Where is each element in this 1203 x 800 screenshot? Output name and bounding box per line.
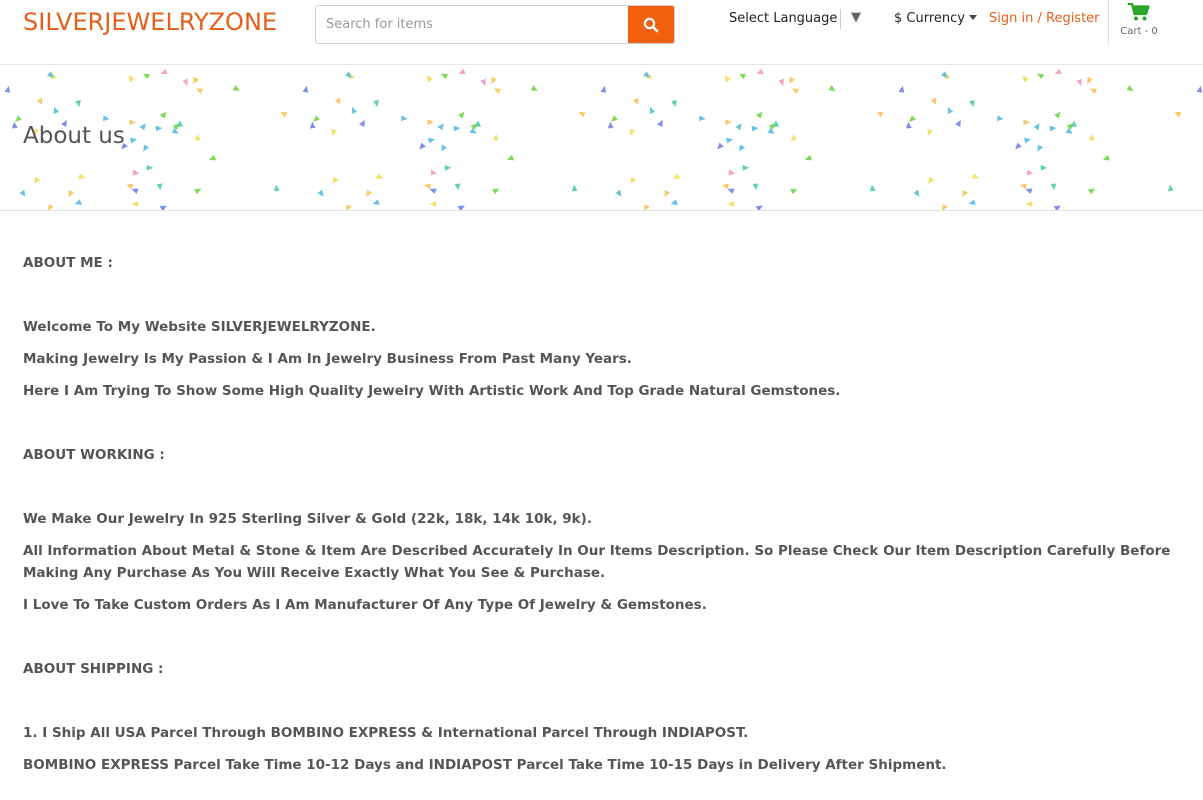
confetti-piece <box>1087 186 1096 195</box>
auth-links <box>989 11 1100 26</box>
confetti-background <box>0 65 1203 211</box>
confetti-piece <box>313 115 321 123</box>
section-heading-about-shipping: ABOUT SHIPPING : <box>23 661 164 677</box>
confetti-piece <box>68 190 75 197</box>
confetti-piece <box>789 186 798 195</box>
confetti-piece <box>143 73 150 79</box>
confetti-piece <box>15 115 23 123</box>
confetti-piece <box>1026 188 1034 195</box>
confetti-piece <box>271 185 280 194</box>
select-language[interactable]: Select Language <box>729 11 838 26</box>
confetti-piece <box>805 154 814 163</box>
language-divider <box>840 9 841 29</box>
confetti-piece <box>469 128 476 134</box>
confetti-piece <box>615 188 624 196</box>
confetti-piece <box>1020 75 1029 83</box>
confetti-piece <box>628 127 636 136</box>
confetti-piece <box>349 107 358 116</box>
page-title: About us <box>23 123 125 149</box>
paragraph: Here I Am Trying To Show Some High Quality Jewelry With Artistic Work And Top Grade Natural Gemstones. <box>23 383 841 399</box>
confetti-piece <box>1015 142 1022 150</box>
confetti-piece <box>153 123 162 132</box>
confetti-piece <box>196 88 203 95</box>
confetti-piece <box>754 203 763 211</box>
confetti-piece <box>144 163 153 172</box>
paragraph: 1. I Ship All USA Parcel Through BOMBINO EXPRESS & International Parcel Through INDIAPOST. <box>23 725 749 741</box>
confetti-piece <box>962 190 969 197</box>
confetti-piece <box>139 123 145 130</box>
confetti-piece <box>945 107 954 116</box>
confetti-piece <box>903 122 912 131</box>
currency-label: $ Currency <box>894 11 965 26</box>
confetti-piece <box>280 111 287 117</box>
confetti-piece <box>373 199 382 208</box>
confetti-piece <box>913 188 922 196</box>
confetti-piece <box>1087 134 1095 143</box>
confetti-piece <box>1050 181 1059 190</box>
confetti-piece <box>317 188 326 196</box>
confetti-piece <box>969 199 978 208</box>
site-logo[interactable]: SILVERJEWELRYZONE <box>23 8 278 36</box>
confetti-piece <box>334 96 343 105</box>
confetti-piece <box>9 122 18 131</box>
confetti-piece <box>1025 168 1034 176</box>
confetti-piece <box>3 86 11 95</box>
confetti-piece <box>19 188 28 196</box>
confetti-piece <box>739 144 745 151</box>
confetti-piece <box>664 190 671 197</box>
confetti-piece <box>158 203 167 211</box>
paragraph: Welcome To My Website SILVERJEWELRYZONE. <box>23 319 376 335</box>
confetti-piece <box>372 98 381 107</box>
confetti-piece <box>48 204 55 211</box>
confetti-piece <box>630 177 637 184</box>
confetti-piece <box>160 111 167 119</box>
confetti-piece <box>605 122 614 131</box>
confetti-piece <box>740 163 749 172</box>
confetti-piece <box>1103 154 1112 163</box>
confetti-piece <box>722 75 731 83</box>
section-heading-about-working: ABOUT WORKING : <box>23 447 165 463</box>
search-bar <box>315 5 675 44</box>
confetti-piece <box>437 123 443 130</box>
confetti-piece <box>441 73 448 79</box>
confetti-piece <box>632 96 641 105</box>
confetti-piece <box>346 204 353 211</box>
confetti-piece <box>127 117 136 126</box>
confetti-piece <box>728 188 736 195</box>
confetti-piece <box>101 114 110 123</box>
confetti-piece <box>1037 144 1043 151</box>
confetti-piece <box>928 177 935 184</box>
confetti-piece <box>756 68 765 77</box>
confetti-piece <box>375 173 383 180</box>
confetti-piece <box>778 77 787 86</box>
confetti-piece <box>1038 163 1047 172</box>
confetti-piece <box>1037 73 1044 79</box>
confetti-piece <box>727 168 736 176</box>
cart-icon <box>1127 2 1151 22</box>
confetti-piece <box>926 127 934 136</box>
confetti-piece <box>34 177 41 184</box>
confetti-piece <box>867 185 876 194</box>
confetti-piece <box>644 204 651 211</box>
confetti-piece <box>458 68 467 77</box>
confetti-piece <box>507 154 516 163</box>
confetti-piece <box>491 134 499 143</box>
language-dropdown-arrow[interactable]: ▼ <box>851 10 861 25</box>
confetti-piece <box>131 168 140 176</box>
confetti-piece <box>301 86 309 95</box>
confetti-piece <box>531 85 538 91</box>
confetti-piece <box>494 88 501 95</box>
confetti-piece <box>132 188 140 195</box>
confetti-piece <box>359 120 366 127</box>
confetti-piece <box>1052 203 1061 211</box>
confetti-piece <box>456 203 465 211</box>
paragraph: We Make Our Jewelry In 925 Sterling Silver & Gold (22k, 18k, 14k 10k, 9k). <box>23 511 592 527</box>
confetti-piece <box>673 173 681 180</box>
auth-separator: / <box>1033 11 1046 26</box>
confetti-piece <box>1065 128 1072 134</box>
confetti-piece <box>419 142 426 150</box>
cart-divider <box>1108 0 1109 44</box>
confetti-piece <box>442 163 451 172</box>
confetti-piece <box>739 73 746 79</box>
confetti-piece <box>128 135 137 144</box>
confetti-piece <box>193 134 201 143</box>
confetti-piece <box>307 122 316 131</box>
confetti-piece <box>458 111 465 119</box>
paragraph: All Information About Metal & Stone & Item Are Described Accurately In Our Items Description. So Please Check Our Item Description Carefully Before Making Any Purchase As You Will Receive Exactly What You See & Purchase. <box>23 543 1171 581</box>
confetti-piece <box>569 185 578 194</box>
confetti-piece <box>491 186 500 195</box>
confetti-piece <box>193 186 202 195</box>
confetti-piece <box>36 96 45 105</box>
confetti-piece <box>749 123 758 132</box>
confetti-piece <box>995 114 1004 123</box>
confetti-piece <box>955 120 962 127</box>
confetti-piece <box>1047 123 1056 132</box>
confetti-piece <box>430 188 438 195</box>
section-heading-about-me: ABOUT ME : <box>23 255 113 271</box>
confetti-piece <box>77 173 85 180</box>
confetti-piece <box>330 127 338 136</box>
confetti-piece <box>1026 200 1035 209</box>
confetti-piece <box>829 85 836 91</box>
confetti-piece <box>789 76 796 83</box>
confetti-piece <box>671 199 680 208</box>
sign-in-link[interactable]: Sign in <box>989 11 1034 26</box>
about-content <box>23 252 1183 786</box>
confetti-piece <box>1127 85 1134 91</box>
confetti-piece <box>480 77 489 86</box>
confetti-piece <box>1021 117 1030 126</box>
confetti-piece <box>1054 111 1061 119</box>
confetti-piece <box>717 142 724 150</box>
confetti-piece <box>491 76 498 83</box>
confetti-piece <box>724 135 733 144</box>
confetti-piece <box>968 98 977 107</box>
confetti-piece <box>126 75 135 83</box>
currency-selector[interactable] <box>894 11 977 26</box>
confetti-piece <box>75 199 84 208</box>
confetti-piece <box>767 128 774 134</box>
confetti-piece <box>599 86 607 95</box>
confetti-piece <box>143 144 149 151</box>
caret-down-icon <box>969 15 977 20</box>
confetti-piece <box>1022 135 1031 144</box>
confetti-piece <box>441 144 447 151</box>
confetti-piece <box>1033 123 1039 130</box>
cart-count-label: Cart - 0 <box>1120 26 1158 37</box>
confetti-piece <box>578 111 585 117</box>
search-input[interactable] <box>316 6 629 43</box>
confetti-piece <box>792 88 799 95</box>
confetti-piece <box>451 123 460 132</box>
confetti-piece <box>897 86 905 95</box>
confetti-piece <box>171 128 178 134</box>
confetti-piece <box>735 123 741 130</box>
confetti-piece <box>156 181 165 190</box>
confetti-piece <box>789 134 797 143</box>
page-banner <box>0 65 1203 211</box>
confetti-piece <box>160 68 169 77</box>
confetti-piece <box>51 107 60 116</box>
confetti-piece <box>1054 68 1063 77</box>
confetti-piece <box>430 200 439 209</box>
confetti-piece <box>942 204 949 211</box>
search-icon <box>643 17 659 33</box>
confetti-piece <box>366 190 373 197</box>
confetti-piece <box>611 115 619 123</box>
register-link[interactable]: Register <box>1046 11 1100 26</box>
confetti-piece <box>233 85 240 91</box>
confetti-piece <box>752 181 761 190</box>
confetti-piece <box>1195 86 1203 95</box>
confetti-piece <box>425 117 434 126</box>
confetti-piece <box>454 181 463 190</box>
search-button[interactable] <box>628 6 674 43</box>
confetti-piece <box>697 114 706 123</box>
confetti-piece <box>876 111 883 117</box>
paragraph: Making Jewelry Is My Passion & I Am In Jewelry Business From Past Many Years. <box>23 351 632 367</box>
confetti-piece <box>909 115 917 123</box>
confetti-piece <box>1174 111 1181 117</box>
confetti-piece <box>1165 185 1174 194</box>
confetti-piece <box>728 200 737 209</box>
confetti-piece <box>971 173 979 180</box>
confetti-piece <box>74 98 83 107</box>
confetti-piece <box>930 96 939 105</box>
confetti-piece <box>723 117 732 126</box>
confetti-piece <box>182 77 191 86</box>
site-header <box>0 0 1203 65</box>
confetti-piece <box>429 168 438 176</box>
confetti-piece <box>399 114 408 123</box>
confetti-piece <box>670 98 679 107</box>
confetti-piece <box>657 120 664 127</box>
confetti-piece <box>647 107 656 116</box>
confetti-piece <box>332 177 339 184</box>
confetti-piece <box>1076 77 1085 86</box>
confetti-piece <box>1090 88 1097 95</box>
confetti-piece <box>132 200 141 209</box>
confetti-piece <box>209 154 218 163</box>
confetti-piece <box>756 111 763 119</box>
paragraph: BOMBINO EXPRESS Parcel Take Time 10-12 Days and INDIAPOST Parcel Take Time 10-15 Days in Delivery After Shipment. <box>23 757 947 773</box>
confetti-piece <box>426 135 435 144</box>
cart-button[interactable] <box>1118 2 1160 37</box>
confetti-piece <box>1087 76 1094 83</box>
paragraph: I Love To Take Custom Orders As I Am Manufacturer Of Any Type Of Jewelry & Gemstones. <box>23 597 707 613</box>
confetti-piece <box>424 75 433 83</box>
confetti-piece <box>193 76 200 83</box>
